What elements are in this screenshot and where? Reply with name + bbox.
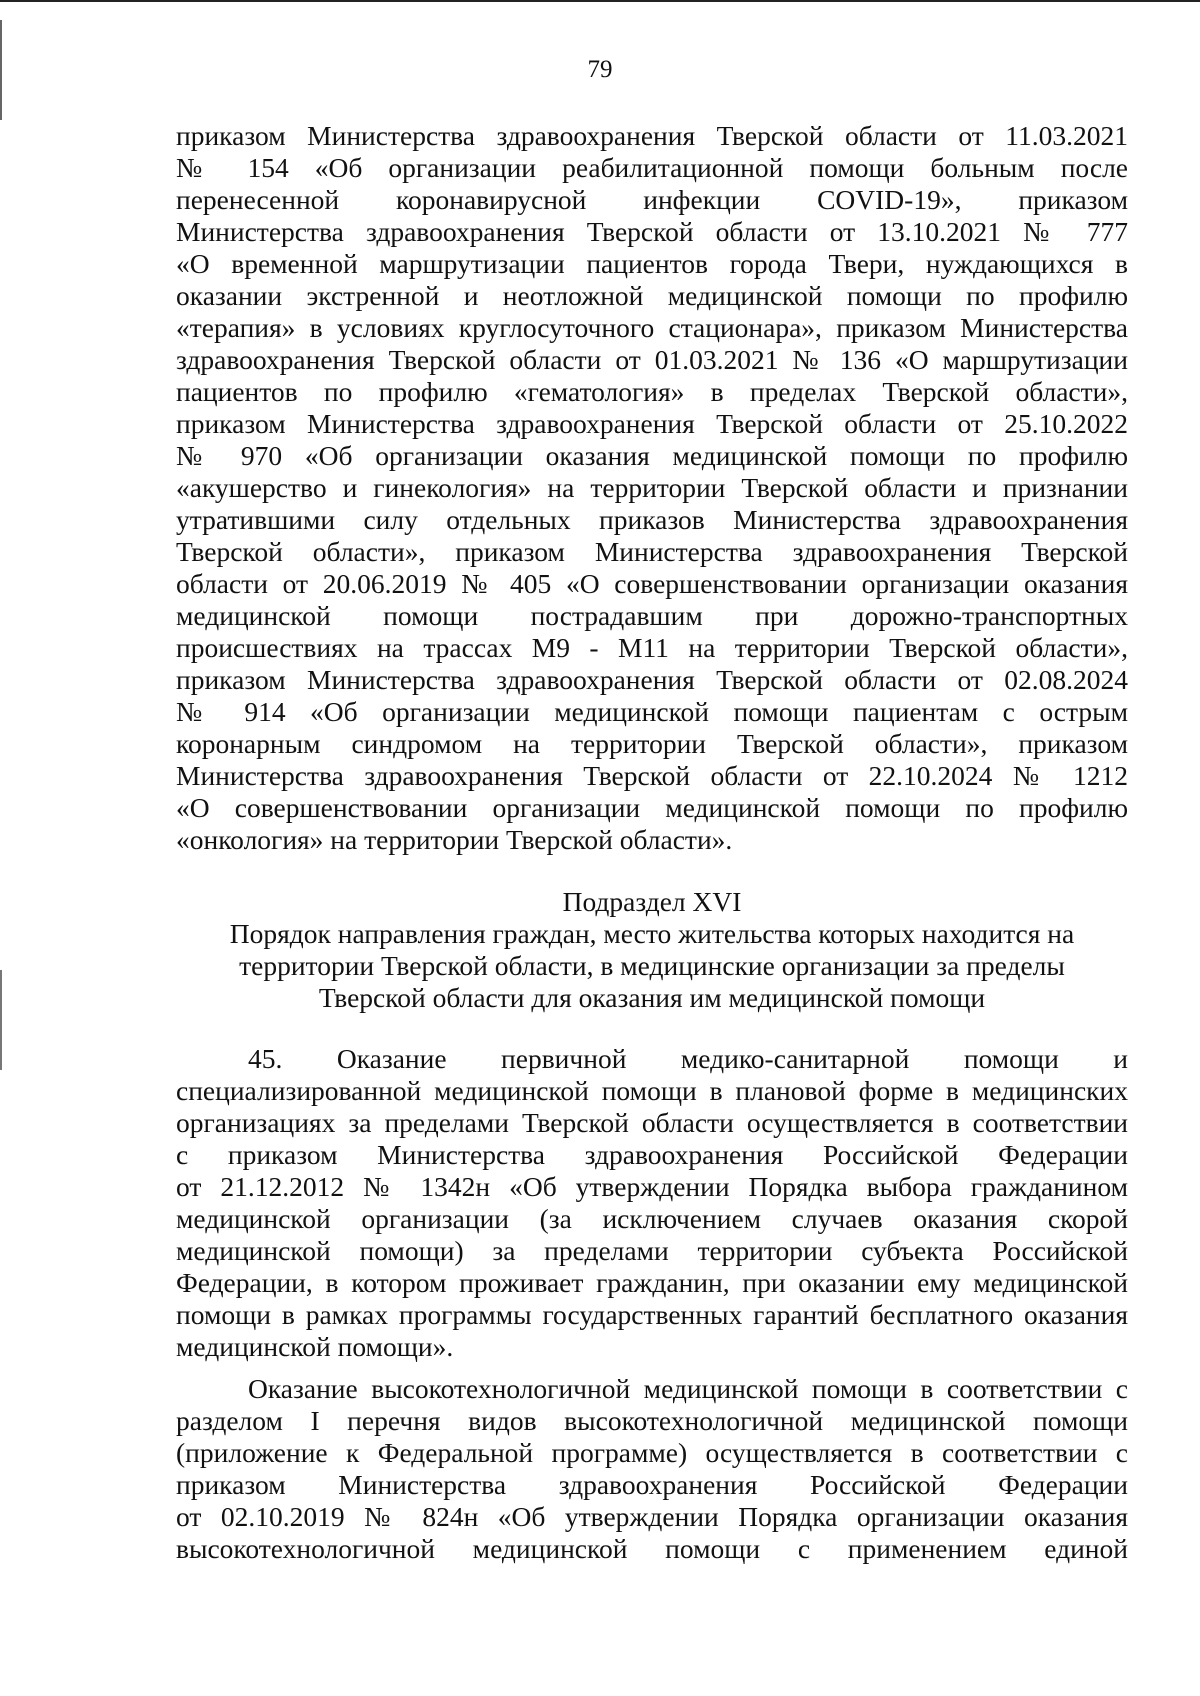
text-line: медицинской помощи пострадавшим при дорожно-транспортных [176,600,1128,631]
scan-edge-top [0,0,1200,2]
text-line: Тверской области», приказом Министерства здравоохранения Тверской [176,536,1128,567]
text-line: от 02.10.2019 № 824н «Об утверждении Порядка организации оказания [176,1501,1128,1532]
text-line: утратившими силу отдельных приказов Министерства здравоохранения [176,504,1128,535]
page-number: 79 [587,56,613,83]
text-line: высокотехнологичной медицинской помощи с применением единой [176,1533,1128,1564]
text-line: приказом Министерства здравоохранения Тверской области от 02.08.2024 [176,664,1128,695]
text-line: перенесенной коронавирусной инфекции COVID-19», приказом [176,184,1128,215]
text-line: «онкология» на территории Тверской области». [176,824,733,855]
text-line: происшествиях на трассах М9 - М11 на территории Тверской области», [176,632,1128,663]
text-line: коронарным синдромом на территории Тверской области», приказом [176,728,1128,759]
text-line: «О временной маршрутизации пациентов города Твери, нуждающихся в [176,248,1128,279]
text-line: «О совершенствовании организации медицинской помощи по профилю [176,792,1128,823]
text-line: 45. Оказание первичной медико-санитарной помощи и [248,1043,1128,1074]
paragraph-orders-list [176,120,1128,856]
text-line: области от 20.06.2019 № 405 «О совершенствовании организации оказания [176,568,1128,599]
paragraph-item-45 [176,1043,1128,1363]
subsection-heading [176,886,1128,1014]
text-line: (приложение к Федеральной программе) осуществляется в соответствии с [176,1437,1128,1468]
text-line: «терапия» в условиях круглосуточного стационара», приказом Министерства [176,312,1128,343]
subsection-subtitle-line: Тверской области для оказания им медицинской помощи [318,982,986,1013]
text-line: организациях за пределами Тверской области осуществляется в соответствии [176,1107,1128,1138]
text-line: приказом Министерства здравоохранения Российской Федерации [176,1469,1128,1500]
subsection-title: Подраздел XVI [562,886,742,917]
text-line: пациентов по профилю «гематология» в пределах Тверской области», [176,376,1128,407]
text-line: разделом I перечня видов высокотехнологичной медицинской помощи [176,1405,1128,1436]
text-line: № 970 «Об организации оказания медицинской помощи по профилю [176,440,1128,471]
text-line: специализированной медицинской помощи в плановой форме в медицинских [176,1075,1128,1106]
paragraph-high-tech-care [176,1373,1128,1565]
subsection-subtitle-line: территории Тверской области, в медицинские организации за пределы [239,950,1065,981]
text-line: оказании экстренной и неотложной медицинской помощи по профилю [176,280,1128,311]
text-line: приказом Министерства здравоохранения Тверской области от 11.03.2021 [176,120,1128,151]
subsection-subtitle-line: Порядок направления граждан, место жительства которых находится на [229,918,1075,949]
text-line: медицинской помощи) за пределами территории субъекта Российской [176,1235,1128,1266]
text-line: «акушерство и гинекология» на территории Тверской области и признании [176,472,1128,503]
text-line: медицинской организации (за исключением случаев оказания скорой [176,1203,1128,1234]
text-line: здравоохранения Тверской области от 01.03.2021 № 136 «О маршрутизации [176,344,1128,375]
text-line: помощи в рамках программы государственных гарантий бесплатного оказания [176,1299,1128,1330]
text-line: Федерации, в котором проживает гражданин, при оказании ему медицинской [176,1267,1128,1298]
text-line: с приказом Министерства здравоохранения Российской Федерации [176,1139,1128,1170]
text-line: приказом Министерства здравоохранения Тверской области от 25.10.2022 [176,408,1128,439]
text-line: Оказание высокотехнологичной медицинской помощи в соответствии с [248,1373,1128,1404]
text-line: медицинской помощи». [176,1331,454,1362]
text-line: Министерства здравоохранения Тверской области от 13.10.2021 № 777 [176,216,1128,247]
text-line: № 154 «Об организации реабилитационной помощи больным после [176,152,1128,183]
text-line: от 21.12.2012 № 1342н «Об утверждении Порядка выбора гражданином [176,1171,1128,1202]
text-line: Министерства здравоохранения Тверской области от 22.10.2024 № 1212 [176,760,1128,791]
text-line: № 914 «Об организации медицинской помощи пациентам с острым [176,696,1128,727]
scan-edge-left-lower [0,970,2,1070]
